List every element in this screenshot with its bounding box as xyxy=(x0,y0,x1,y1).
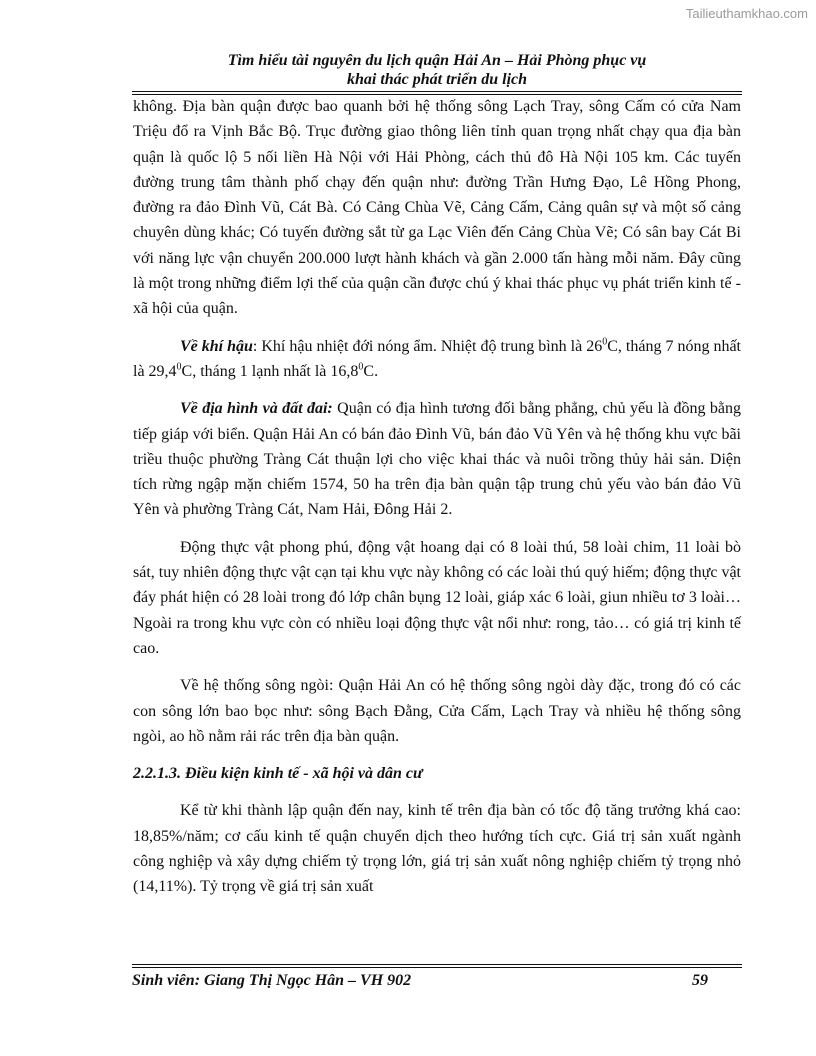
paragraph-climate xyxy=(133,334,741,385)
page-number: 59 xyxy=(692,972,708,989)
header-title-line-2: khai thác phát triển du lịch xyxy=(346,71,528,88)
page-footer xyxy=(132,971,742,991)
degree-sup: 0 xyxy=(602,336,608,348)
document-body xyxy=(133,94,741,900)
paragraph-rivers: Về hệ thống sông ngòi: Quận Hải An có hệ thống sông ngòi dày đặc, trong đó có các con sông lớn bao bọc như: sông Bạch Đằng, Cửa Cấm, Lạch Tray và nhiều hệ thống sông ngòi, ao hồ nằm rải rác trên địa bàn quận. xyxy=(133,677,741,745)
watermark-text: Tailieuthamkhao.com xyxy=(685,6,808,21)
degree-sup: 0 xyxy=(358,361,364,373)
climate-text-c: C, tháng 1 lạnh nhất là 16,8 xyxy=(181,362,359,380)
terrain-label: Về địa hình và đất đai: xyxy=(180,400,333,418)
footer-rule xyxy=(132,964,742,968)
footer-author: Sinh viên: Giang Thị Ngọc Hân – VH 902 xyxy=(132,972,412,989)
climate-text-b: C, tháng 7 nóng nhất là 29,4 xyxy=(133,337,741,380)
section-heading: 2.2.1.3. Điều kiện kinh tế - xã hội và dân cư xyxy=(133,765,423,783)
paragraph-terrain xyxy=(133,396,741,522)
paragraph-fauna-flora: Động thực vật phong phú, động vật hoang dại có 8 loài thú, 58 loài chim, 11 loài bò sát, tuy nhiên động thực vật cạn tại khu vực này không có các loài thú quý hiếm; động thực vật đáy phát hiện có 28 loài trong đó lớp chân bụng 12 loài, giáp xác 6 loài, giun nhiều tơ 3 loài… Ngoài ra trong khu vực còn có nhiều loại động thực vật nổi như: rong, tảo… có giá trị kinh tế cao. xyxy=(133,538,741,657)
climate-text-d: C. xyxy=(363,362,379,380)
climate-label: Về khí hậu xyxy=(180,337,253,355)
paragraph-economy: Kể từ khi thành lập quận đến nay, kinh tế trên địa bàn có tốc độ tăng trưởng khá cao: 18,85%/năm; cơ cấu kinh tế quận chuyển dịch theo hướng tích cực. Giá trị sản xuất ngành công nghiệp và xây dựng chiếm tỷ trọng lớn, giá trị sản xuất nông nghiệp chiếm tỷ trọng nhỏ (14,11%). Tỷ trọng về giá trị sản xuất xyxy=(133,802,741,896)
degree-sup: 0 xyxy=(176,361,182,373)
header-title-line-1: Tìm hiểu tài nguyên du lịch quận Hải An – Hải Phòng phục vụ xyxy=(227,52,647,69)
paragraph-transport: không. Địa bàn quận được bao quanh bởi hệ thống sông Lạch Tray, sông Cấm có cửa Nam Triệu đổ ra Vịnh Bắc Bộ. Trục đường giao thông liên tỉnh quan trọng nhất chạy qua địa bàn quận là quốc lộ 5 nối liền Hà Nội với Hải Phòng, cách thủ đô Hà Nội 105 km. Các tuyến đường trung tâm thành phố chạy đến quận như: đường Trần Hưng Đạo, Lê Hồng Phong, đường ra đảo Đình Vũ, Cát Bà. Có Cảng Chùa Vẽ, Cảng Cấm, Cảng quân sự và một số cảng chuyên dùng khác; Có tuyến đường sắt từ ga Lạc Viên đến Cảng Chùa Vẽ; Có sân bay Cát Bi với năng lực vận chuyển 200.000 lượt hành khách và gần 2.000 tấn hàng mỗi năm. Đây cũng là một trong những điểm lợi thế của quận cần được chú ý khai thác phục vụ phát triển kinh tế - xã hội của quận. xyxy=(133,98,741,318)
page-header xyxy=(132,51,742,89)
terrain-text: Quận có địa hình tương đối bằng phẳng, chủ yếu là đồng bằng tiếp giáp với biển. Quận Hải An có bán đảo Đình Vũ, bán đảo Vũ Yên và hệ thống khu vực bãi triều thuộc phường Tràng Cát thuận lợi cho việc khai thác và nuôi trồng thủy hải sản. Diện tích rừng ngập mặn chiếm 1574, 50 ha trên địa bàn quận tập trung chủ yếu vào bán đảo Vũ Yên và phường Tràng Cát, Nam Hải, Đông Hải 2. xyxy=(133,400,741,519)
climate-text-a: : Khí hậu nhiệt đới nóng ẩm. Nhiệt độ trung bình là 26 xyxy=(252,337,603,355)
